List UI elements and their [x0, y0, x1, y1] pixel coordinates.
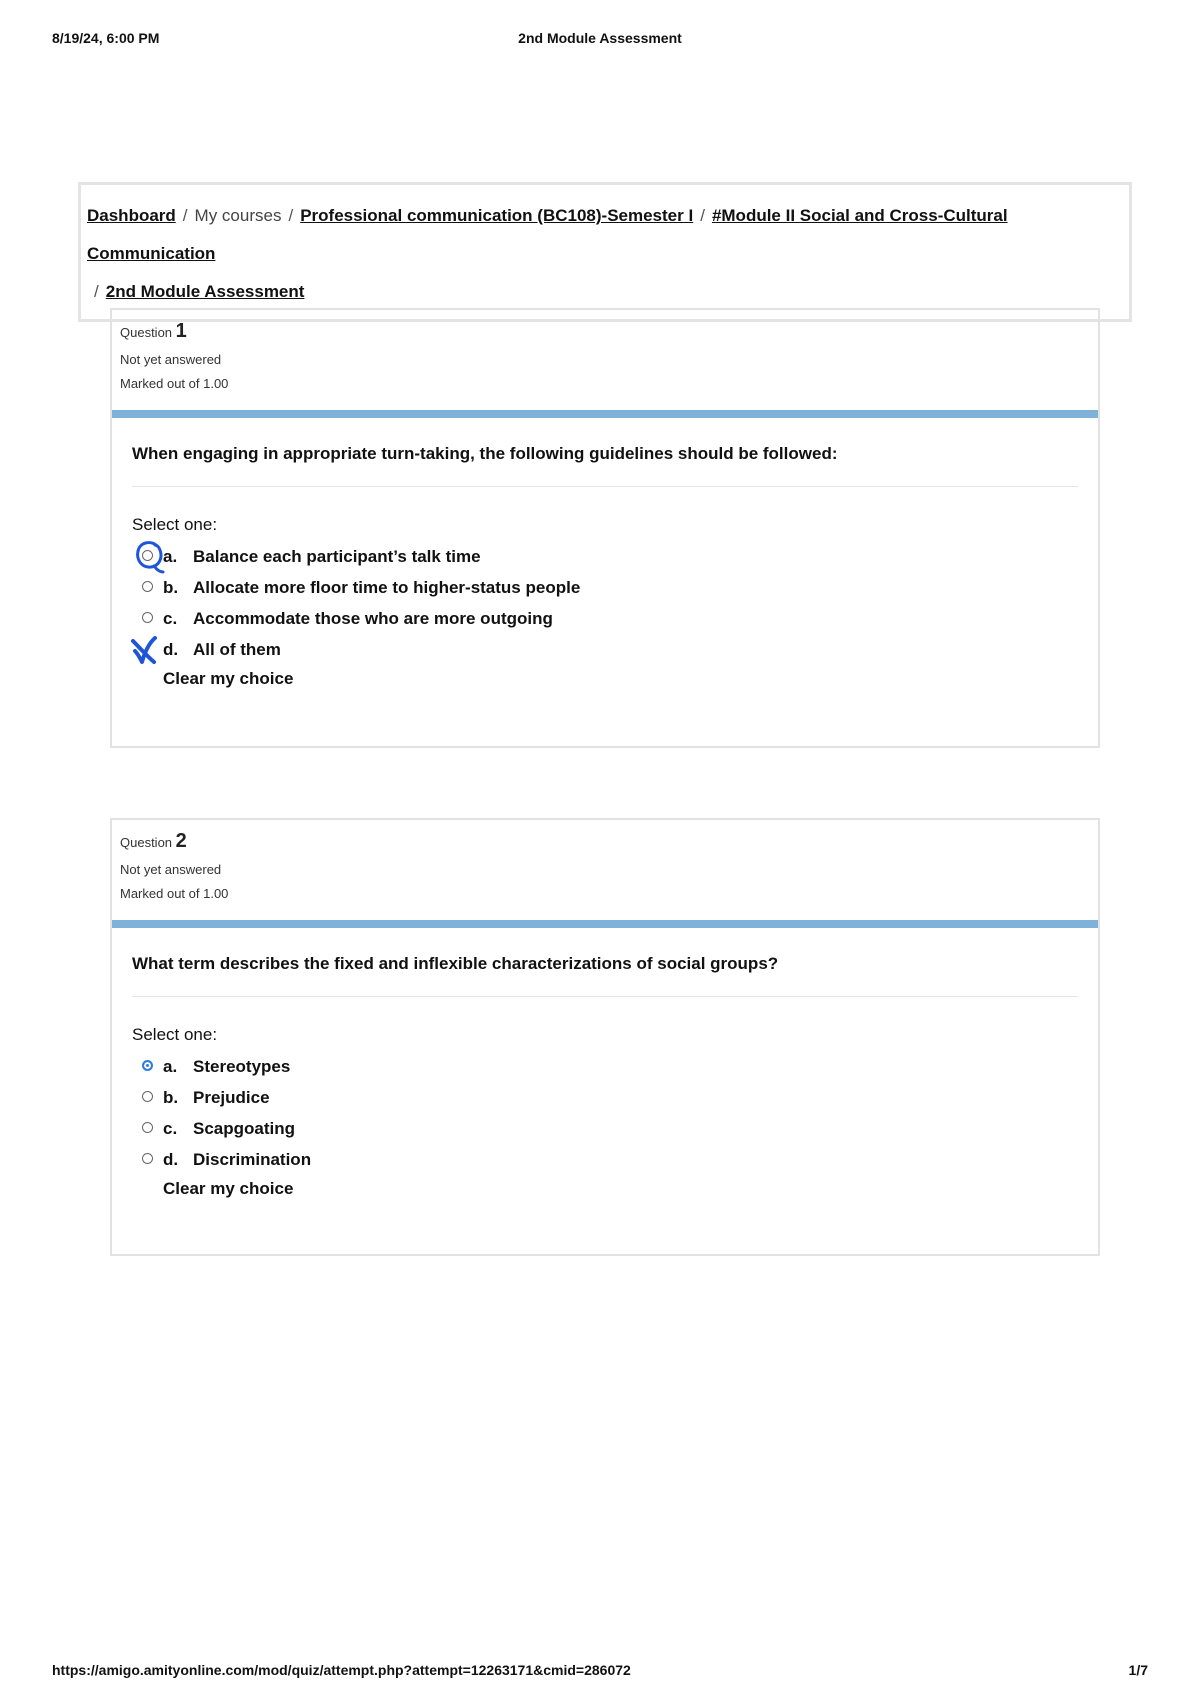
question-grade: Marked out of 1.00 [120, 886, 229, 901]
radio-button[interactable] [142, 1153, 153, 1164]
answer-text: Stereotypes [193, 1057, 291, 1076]
answer-option-c[interactable] [132, 1113, 1078, 1144]
answer-option-b[interactable] [132, 572, 1078, 603]
breadcrumb-course[interactable]: Professional communication (BC108)-Semester I [300, 206, 694, 225]
clear-my-choice-link[interactable]: Clear my choice [163, 669, 294, 688]
select-one-label: Select one: [132, 1025, 218, 1044]
print-date: 8/19/24, 6:00 PM [52, 30, 160, 46]
print-url: https://amigo.amityonline.com/mod/quiz/attempt.php?attempt=12263171&cmid=286072 [52, 1662, 631, 1678]
question-accent-bar [112, 410, 1098, 418]
breadcrumb-separator: / [182, 206, 188, 225]
radio-button[interactable] [142, 581, 153, 592]
answer-list [132, 1051, 1078, 1175]
radio-button[interactable] [142, 1091, 153, 1102]
answer-option-a[interactable] [132, 541, 1078, 572]
answer-text: Balance each participant’s talk time [193, 547, 481, 566]
radio-button[interactable] [142, 1122, 153, 1133]
breadcrumb-dashboard[interactable]: Dashboard [87, 206, 176, 225]
breadcrumb-separator: / [700, 206, 705, 225]
answer-letter: d. [163, 1150, 179, 1169]
question-text: What term describes the fixed and inflexible characterizations of social groups? [132, 954, 1078, 997]
question-state: Not yet answered [120, 352, 222, 367]
question-content [112, 418, 1098, 689]
print-page-number: 1/7 [1128, 1662, 1148, 1678]
answer-list [132, 541, 1078, 665]
breadcrumb [78, 182, 1132, 322]
answer-letter: d. [163, 640, 179, 659]
ink-check-annotation [130, 635, 160, 665]
select-one-label: Select one: [132, 515, 218, 534]
breadcrumb-separator: / [288, 206, 294, 225]
print-title: 2nd Module Assessment [518, 30, 682, 46]
answer-letter: a. [163, 1057, 178, 1076]
answer-option-a[interactable] [132, 1051, 1078, 1082]
answer-option-d[interactable] [132, 1144, 1078, 1175]
question-1 [110, 308, 1100, 748]
breadcrumb-separator: / [94, 282, 99, 301]
answer-letter: c. [163, 609, 178, 628]
question-2 [110, 818, 1100, 1256]
answer-option-c[interactable] [132, 603, 1078, 634]
answer-text: All of them [193, 640, 281, 659]
question-number-value: 2 [175, 830, 187, 852]
question-content [112, 928, 1098, 1199]
clear-my-choice-link[interactable]: Clear my choice [163, 1179, 294, 1198]
question-accent-bar [112, 920, 1098, 928]
answer-text: Allocate more floor time to higher-status people [193, 578, 581, 597]
print-footer [52, 1662, 1148, 1678]
question-state: Not yet answered [120, 862, 222, 877]
question-label: Question [120, 325, 173, 340]
answer-option-d[interactable] [132, 634, 1078, 665]
question-grade: Marked out of 1.00 [120, 376, 229, 391]
answer-text: Accommodate those who are more outgoing [193, 609, 553, 628]
answer-letter: c. [163, 1119, 178, 1138]
answer-letter: a. [163, 547, 178, 566]
print-header [52, 30, 1148, 50]
question-info [112, 820, 1098, 920]
breadcrumb-assessment[interactable]: 2nd Module Assessment [105, 282, 305, 301]
answer-text: Discrimination [193, 1150, 312, 1169]
question-text: When engaging in appropriate turn-taking, the following guidelines should be followed: [132, 444, 1078, 487]
question-number [120, 320, 1090, 343]
question-label: Question [120, 835, 173, 850]
answer-text: Scapgoating [193, 1119, 296, 1138]
question-info [112, 310, 1098, 410]
radio-button[interactable] [142, 612, 153, 623]
question-number-value: 1 [175, 320, 187, 342]
answer-text: Prejudice [193, 1088, 270, 1107]
answer-letter: b. [163, 1088, 179, 1107]
radio-button-selected[interactable] [142, 1060, 153, 1071]
ink-circle-annotation [134, 539, 164, 573]
answer-letter: b. [163, 578, 179, 597]
answer-option-b[interactable] [132, 1082, 1078, 1113]
breadcrumb-my-courses: My courses [194, 206, 282, 225]
breadcrumb-module[interactable]: #Module II Social and Cross-Cultural Communication [87, 206, 1008, 263]
question-number [120, 830, 1090, 853]
